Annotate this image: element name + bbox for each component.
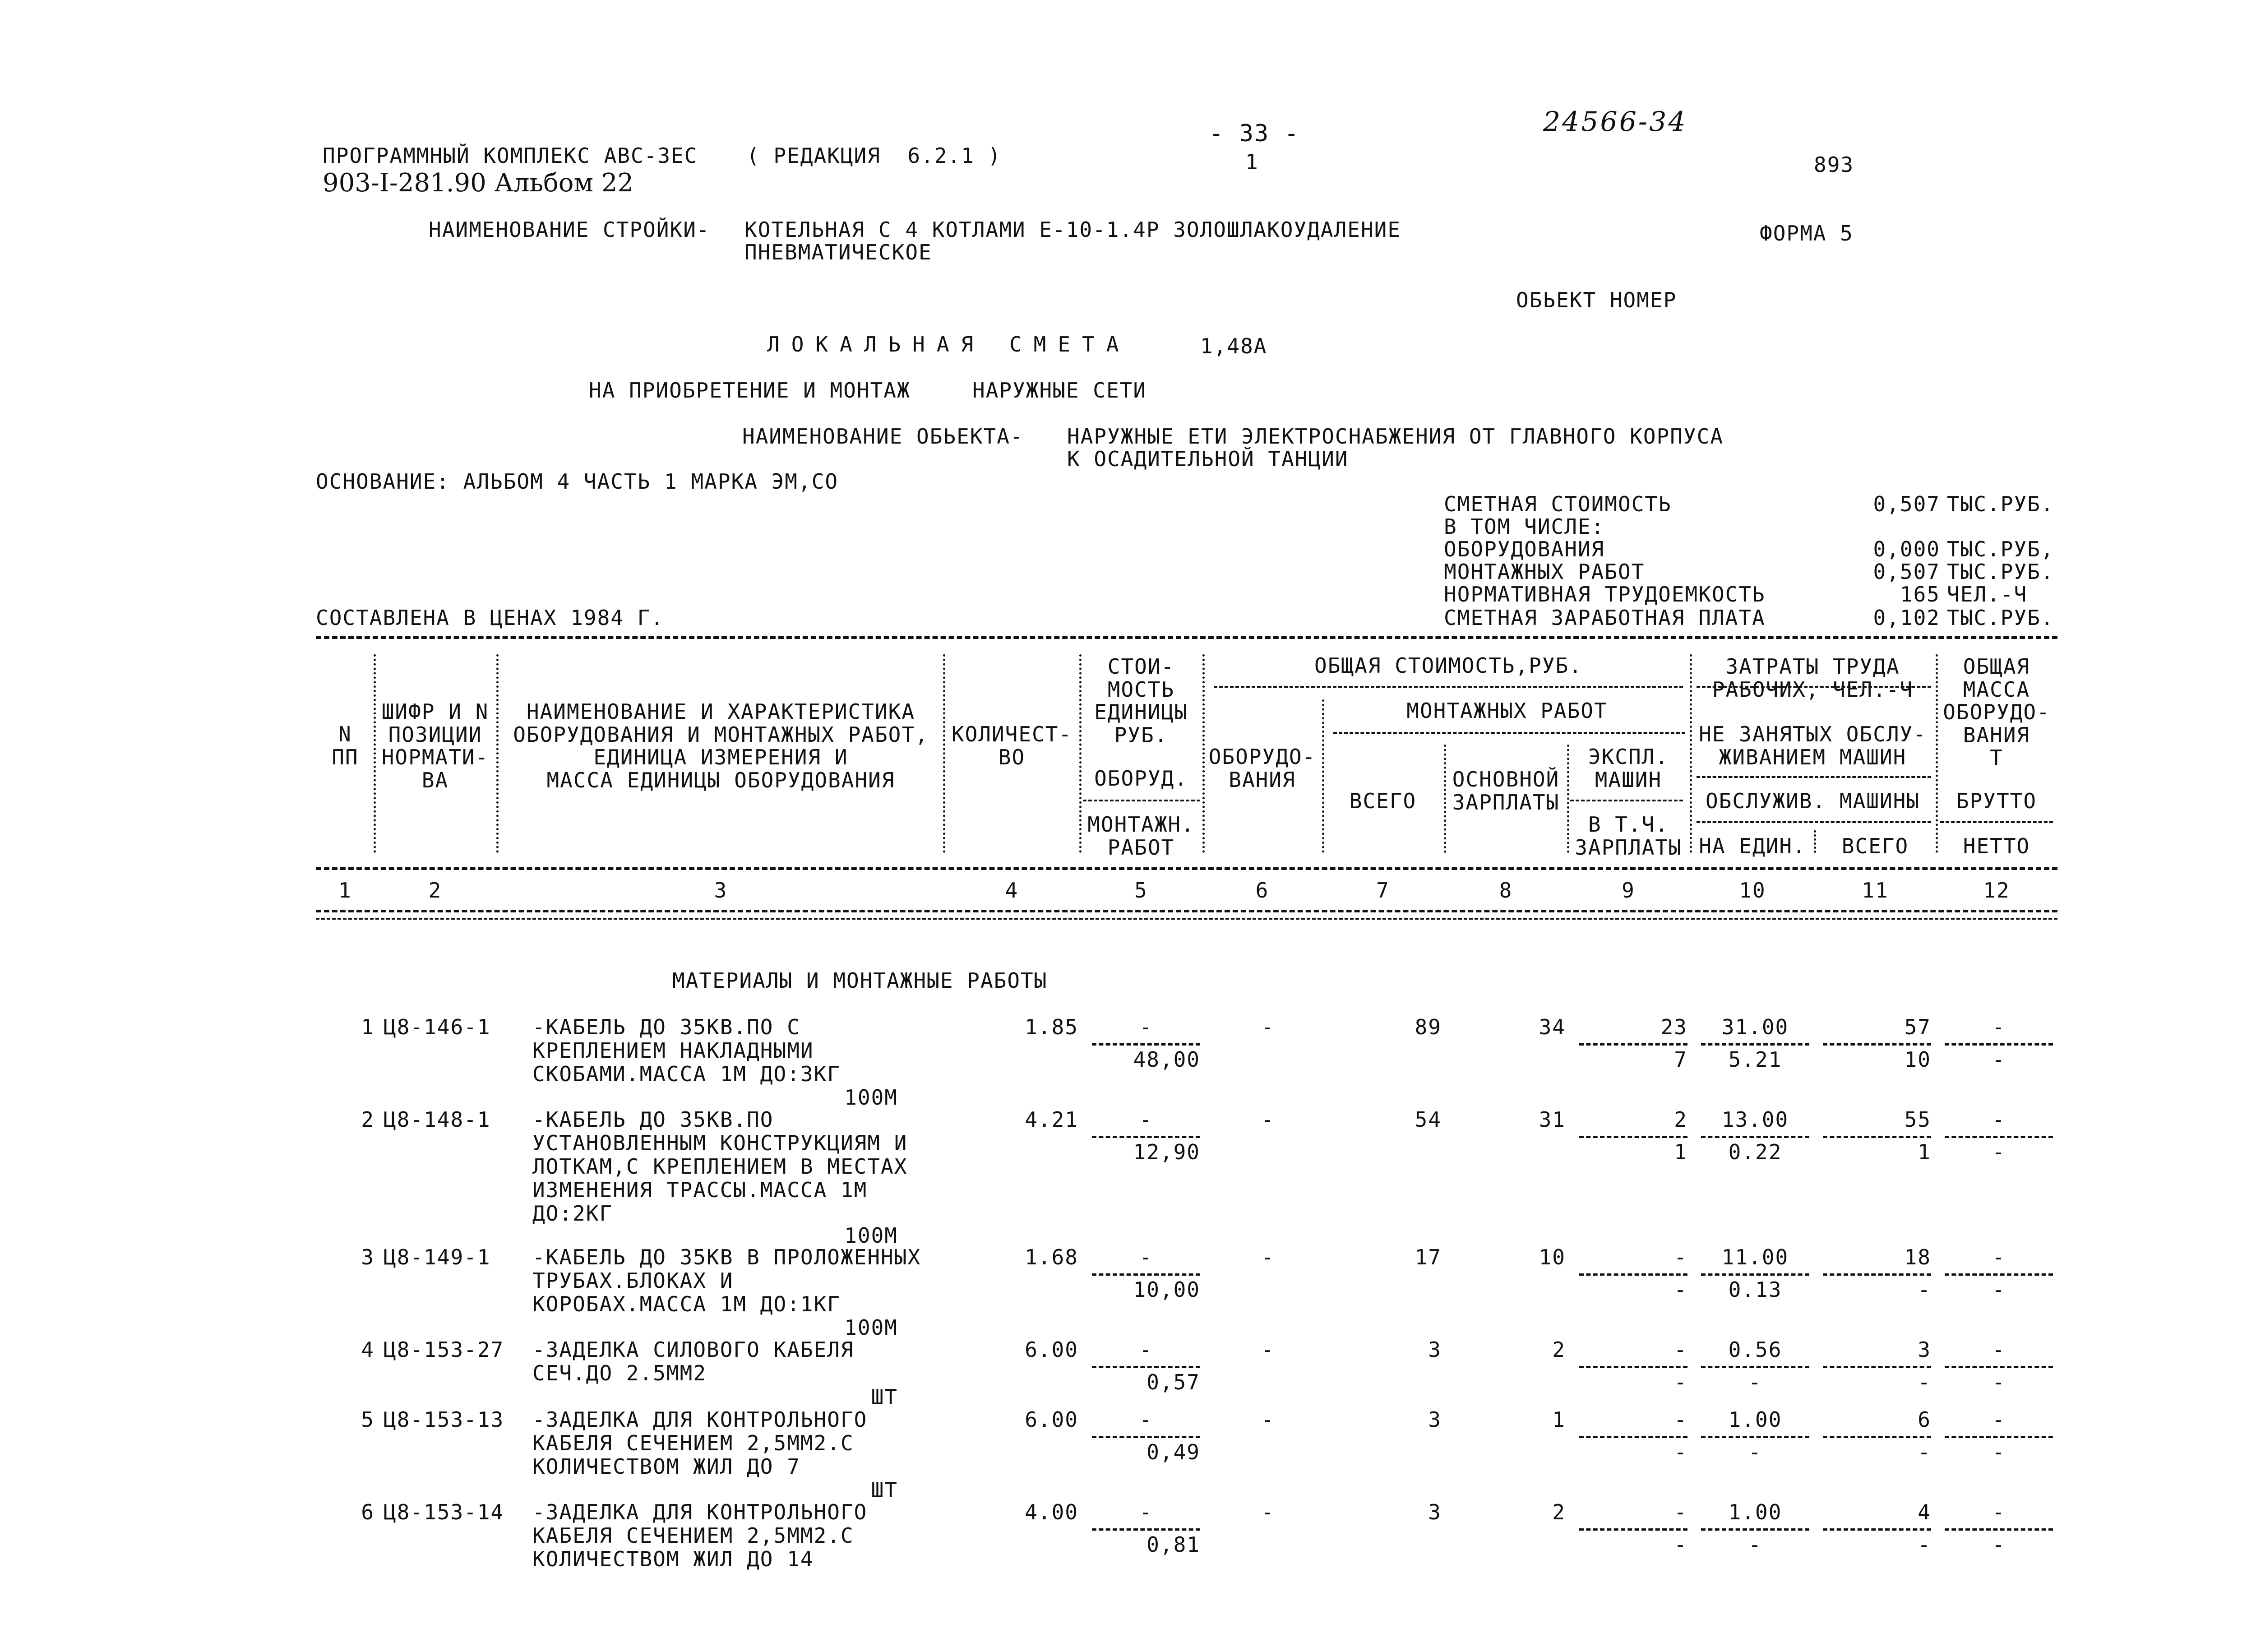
row-divider bbox=[1092, 1366, 1200, 1368]
row-serving-total: - bbox=[1918, 1440, 1931, 1464]
estimate-number: 1,48А bbox=[1200, 334, 1267, 358]
header-code: ШИФР И N ПОЗИЦИИ НОРМАТИ- ВА bbox=[381, 699, 489, 792]
row-equipment-unit-cost: - bbox=[1139, 1337, 1153, 1362]
rule bbox=[316, 918, 2057, 920]
row-equipment-unit-cost: - bbox=[1139, 1407, 1153, 1432]
row-serving-per-unit: 5.21 bbox=[1728, 1047, 1782, 1072]
row-mass-net: - bbox=[1992, 1440, 2006, 1464]
summary-value: 0,102 bbox=[1873, 606, 1940, 630]
summary-value: 0,000 bbox=[1873, 537, 1940, 561]
column-number: 3 bbox=[714, 878, 728, 902]
purpose-networks: НАРУЖНЫЕ СЕТИ bbox=[972, 378, 1147, 403]
row-serving-total: - bbox=[1918, 1370, 1931, 1394]
row-mass-net: - bbox=[1992, 1370, 2006, 1394]
row-divider bbox=[1823, 1366, 1931, 1368]
header-name: НАИМЕНОВАНИЕ И ХАРАКТЕРИСТИКА ОБОРУДОВАНИЯ И МОНТАЖНЫХ РАБОТ, ЕДИНИЦА ИЗМЕРЕНИЯ И МАССА ЕДИНИЦЫ ОБОРУДОВАНИЯ bbox=[513, 699, 929, 792]
row-base-salary: 1 bbox=[1552, 1407, 1566, 1432]
column-number: 8 bbox=[1499, 878, 1513, 902]
row-divider bbox=[1945, 1273, 2053, 1276]
summary-unit: ТЫС.РУБ. bbox=[1947, 560, 2054, 584]
row-labor-total: 3 bbox=[1918, 1337, 1931, 1362]
rule bbox=[1570, 800, 1683, 801]
purpose: НА ПРИОБРЕТЕНИЕ И МОНТАЖ bbox=[589, 378, 911, 403]
row-divider bbox=[1579, 1273, 1687, 1276]
document-title: ЛОКАЛЬНАЯ СМЕТА bbox=[767, 332, 1131, 356]
row-description: -ЗАДЕЛКА СИЛОВОГО КАБЕЛЯ СЕЧ.ДО 2.5ММ2 bbox=[532, 1337, 854, 1385]
row-divider bbox=[1823, 1136, 1931, 1138]
row-base-salary: 2 bbox=[1552, 1500, 1566, 1524]
row-description: -КАБЕЛЬ ДО 35КВ.ПО УСТАНОВЛЕННЫМ КОНСТРУКЦИЯМ И ЛОТКАМ,С КРЕПЛЕНИЕМ В МЕСТАХ ИЗМЕНЕНИЯ ТРАССЫ.МАССА 1М ДО:2КГ bbox=[532, 1107, 908, 1226]
row-machines-salary: - bbox=[1674, 1532, 1687, 1557]
header-mounting-works: МОНТАЖНЫХ РАБОТ bbox=[1406, 699, 1608, 723]
row-code: Ц8-148-1 bbox=[384, 1107, 491, 1132]
row-base-salary: 2 bbox=[1552, 1337, 1566, 1362]
row-total-cost: 3 bbox=[1428, 1337, 1442, 1362]
code-right: 893 bbox=[1814, 153, 1854, 177]
row-quantity: 4.00 bbox=[1025, 1500, 1078, 1524]
header-qty: КОЛИЧЕСТ- ВО bbox=[951, 722, 1073, 769]
row-mass-net: - bbox=[1992, 1532, 2006, 1557]
row-mass-gross: - bbox=[1992, 1337, 2006, 1362]
header-equipment: ОБОРУДО- ВАНИЯ bbox=[1208, 745, 1316, 792]
row-mass-gross: - bbox=[1992, 1107, 2006, 1132]
row-serving-per-unit: - bbox=[1748, 1370, 1762, 1394]
summary-label: СМЕТНАЯ СТОИМОСТЬ bbox=[1444, 492, 1672, 516]
row-labor-total: 57 bbox=[1904, 1015, 1931, 1039]
row-divider bbox=[1823, 1043, 1931, 1046]
row-total-cost: 17 bbox=[1415, 1245, 1442, 1269]
row-serving-per-unit: - bbox=[1748, 1532, 1762, 1557]
row-divider bbox=[1092, 1273, 1200, 1276]
row-labor-per-unit: 31.00 bbox=[1721, 1015, 1789, 1039]
row-unit: 100М bbox=[844, 1085, 898, 1110]
construction-line1: КОТЕЛЬНАЯ С 4 КОТЛАМИ Е-10-1.4Р ЗОЛОШЛАКОУДАЛЕНИЕ bbox=[744, 217, 1401, 242]
row-divider bbox=[1701, 1528, 1809, 1531]
rule bbox=[1697, 776, 1931, 778]
header-not-machines: НЕ ЗАНЯТЫХ ОБСЛУ- ЖИВАНИЕМ МАШИН bbox=[1699, 722, 1927, 769]
row-serving-total: - bbox=[1918, 1532, 1931, 1557]
row-number: 4 bbox=[361, 1337, 374, 1362]
row-mass-gross: - bbox=[1992, 1407, 2006, 1432]
summary-label: СМЕТНАЯ ЗАРАБОТНАЯ ПЛАТА bbox=[1444, 606, 1766, 630]
row-code: Ц8-153-27 bbox=[384, 1337, 504, 1362]
row-description: -ЗАДЕЛКА ДЛЯ КОНТРОЛЬНОГО КАБЕЛЯ СЕЧЕНИЕМ 2,5ММ2.С КОЛИЧЕСТВОМ ЖИЛ ДО 7 bbox=[532, 1407, 868, 1479]
row-equipment-unit-cost: - bbox=[1139, 1107, 1153, 1132]
row-equipment-unit-cost: - bbox=[1139, 1245, 1153, 1269]
row-base-salary: 34 bbox=[1539, 1015, 1566, 1039]
row-divider bbox=[1579, 1043, 1687, 1046]
rule bbox=[1083, 800, 1200, 801]
column-number: 2 bbox=[428, 878, 442, 902]
row-labor-total: 6 bbox=[1918, 1407, 1931, 1432]
row-unit: ШТ bbox=[871, 1385, 898, 1409]
row-machines-salary: 7 bbox=[1674, 1047, 1687, 1072]
summary-value: 0,507 bbox=[1873, 560, 1940, 584]
row-labor-per-unit: 1.00 bbox=[1728, 1407, 1782, 1432]
column-number: 4 bbox=[1005, 878, 1019, 902]
row-divider bbox=[1945, 1136, 2053, 1138]
header-machines: ЭКСПЛ. МАШИН bbox=[1588, 745, 1669, 792]
row-serving-per-unit: - bbox=[1748, 1440, 1762, 1464]
object-label: НАИМЕНОВАНИЕ ОБЬЕКТА- bbox=[742, 424, 1024, 449]
row-equipment-unit-cost: - bbox=[1139, 1500, 1153, 1524]
row-equipment-cost: - bbox=[1261, 1245, 1275, 1269]
column-number: 1 bbox=[338, 878, 352, 902]
row-labor-total: 18 bbox=[1904, 1245, 1931, 1269]
summary-label: МОНТАЖНЫХ РАБОТ bbox=[1444, 560, 1645, 584]
row-labor-per-unit: 0.56 bbox=[1728, 1337, 1782, 1362]
row-divider bbox=[1092, 1136, 1200, 1138]
row-quantity: 6.00 bbox=[1025, 1407, 1078, 1432]
header-serving: ОБСЛУЖИВ. МАШИНЫ bbox=[1705, 789, 1920, 813]
row-mass-net: - bbox=[1992, 1140, 2006, 1164]
row-base-salary: 31 bbox=[1539, 1107, 1566, 1132]
row-labor-per-unit: 1.00 bbox=[1728, 1500, 1782, 1524]
summary-label: В ТОМ ЧИСЛЕ: bbox=[1444, 514, 1605, 539]
header-unit-mounting: МОНТАЖН. РАБОТ bbox=[1087, 812, 1195, 860]
rule bbox=[316, 867, 2057, 870]
row-divider bbox=[1701, 1136, 1809, 1138]
section-title: МАТЕРИАЛЫ И МОНТАЖНЫЕ РАБОТЫ bbox=[672, 968, 1048, 993]
column-separator bbox=[1322, 699, 1324, 853]
row-machines-salary: - bbox=[1674, 1370, 1687, 1394]
object-line1: НАРУЖНЫЕ ЕТИ ЭЛЕКТРОСНАБЖЕНИЯ ОТ ГЛАВНОГО КОРПУСА bbox=[1067, 424, 1724, 449]
row-divider bbox=[1945, 1366, 2053, 1368]
row-divider bbox=[1579, 1366, 1687, 1368]
summary-label: НОРМАТИВНАЯ ТРУДОЕМКОСТЬ bbox=[1444, 582, 1766, 606]
row-description: -КАБЕЛЬ ДО 35КВ В ПРОЛОЖЕННЫХ ТРУБАХ.БЛОКАХ И КОРОБАХ.МАССА 1М ДО:1КГ bbox=[532, 1245, 921, 1316]
object-line2: К ОСАДИТЕЛЬНОЙ ТАНЦИИ bbox=[1067, 447, 1349, 471]
row-number: 5 bbox=[361, 1407, 374, 1432]
row-mass-gross: - bbox=[1992, 1245, 2006, 1269]
header-unit-cost: СТОИ- МОСТЬ ЕДИНИЦЫ РУБ. bbox=[1094, 654, 1188, 747]
row-equipment-cost: - bbox=[1261, 1107, 1275, 1132]
row-equipment-cost: - bbox=[1261, 1500, 1275, 1524]
header-labor: ЗАТРАТЫ ТРУДА РАБОЧИХ, ЧЕЛ.-Ч bbox=[1712, 654, 1914, 702]
row-machines-salary: 1 bbox=[1674, 1140, 1687, 1164]
row-number: 2 bbox=[361, 1107, 374, 1132]
row-mass-gross: - bbox=[1992, 1500, 2006, 1524]
row-machines-cost: 23 bbox=[1660, 1015, 1687, 1039]
row-mounting-unit-cost: 0,49 bbox=[1146, 1440, 1200, 1464]
row-divider bbox=[1092, 1528, 1200, 1531]
row-divider bbox=[1092, 1043, 1200, 1046]
column-number: 5 bbox=[1134, 878, 1148, 902]
row-total-cost: 3 bbox=[1428, 1500, 1442, 1524]
row-machines-cost: - bbox=[1674, 1337, 1687, 1362]
summary-unit: ТЫС.РУБ, bbox=[1947, 537, 2054, 561]
row-total-cost: 89 bbox=[1415, 1015, 1442, 1039]
basis: ОСНОВАНИЕ: АЛЬБОМ 4 ЧАСТЬ 1 МАРКА ЭМ,СО bbox=[316, 469, 839, 494]
row-divider bbox=[1579, 1136, 1687, 1138]
row-mass-net: - bbox=[1992, 1277, 2006, 1302]
row-code: Ц8-153-13 bbox=[384, 1407, 504, 1432]
row-description: -ЗАДЕЛКА ДЛЯ КОНТРОЛЬНОГО КАБЕЛЯ СЕЧЕНИЕМ 2,5ММ2.С КОЛИЧЕСТВОМ ЖИЛ ДО 14 bbox=[532, 1500, 868, 1571]
column-number: 6 bbox=[1255, 878, 1269, 902]
row-divider bbox=[1823, 1273, 1931, 1276]
row-divider bbox=[1823, 1528, 1931, 1531]
header-n: N ПП bbox=[332, 722, 359, 769]
header-total-cost: ОБЩАЯ СТОИМОСТЬ,РУБ. bbox=[1314, 653, 1582, 678]
row-mounting-unit-cost: 48,00 bbox=[1133, 1047, 1200, 1072]
column-separator bbox=[1079, 654, 1082, 853]
summary-unit: ЧЕЛ.-Ч bbox=[1947, 582, 2028, 606]
column-number: 12 bbox=[1983, 878, 2010, 902]
rule bbox=[316, 636, 2057, 639]
handwritten-number: 24566-34 bbox=[1543, 106, 1687, 138]
header-all: ВСЕГО bbox=[1349, 789, 1417, 813]
row-unit: 100М bbox=[844, 1223, 898, 1248]
row-mass-gross: - bbox=[1992, 1015, 2006, 1039]
row-serving-total: 1 bbox=[1918, 1140, 1931, 1164]
rule bbox=[1940, 821, 2053, 823]
row-divider bbox=[1092, 1436, 1200, 1438]
construction-line2: ПНЕВМАТИЧЕСКОЕ bbox=[744, 240, 932, 264]
page-small: 1 bbox=[1245, 150, 1259, 174]
row-total-cost: 3 bbox=[1428, 1407, 1442, 1432]
object-number: ОБЬЕКТ НОМЕР bbox=[1516, 288, 1677, 312]
rule bbox=[316, 910, 2057, 912]
header-net: НЕТТО bbox=[1963, 834, 2030, 858]
row-machines-cost: - bbox=[1674, 1500, 1687, 1524]
header-labor-total: ВСЕГО bbox=[1841, 834, 1909, 858]
row-machines-salary: - bbox=[1674, 1277, 1687, 1302]
redaction: ( РЕДАКЦИЯ 6.2.1 ) bbox=[747, 143, 1002, 168]
row-unit: ШТ bbox=[871, 1478, 898, 1502]
row-machines-cost: - bbox=[1674, 1407, 1687, 1432]
construction-label: НАИМЕНОВАНИЕ СТРОЙКИ- bbox=[429, 217, 710, 242]
header-gross: БРУТТО bbox=[1956, 789, 2037, 813]
summary-value: 0,507 bbox=[1873, 492, 1940, 516]
column-number: 10 bbox=[1739, 878, 1766, 902]
rule bbox=[1697, 821, 1931, 823]
row-quantity: 1.68 bbox=[1025, 1245, 1078, 1269]
row-divider bbox=[1945, 1043, 2053, 1046]
row-divider bbox=[1701, 1043, 1809, 1046]
summary-unit: ТЫС.РУБ. bbox=[1947, 492, 2054, 516]
rule bbox=[1333, 732, 1685, 734]
row-quantity: 6.00 bbox=[1025, 1337, 1078, 1362]
row-divider bbox=[1701, 1436, 1809, 1438]
row-divider bbox=[1579, 1436, 1687, 1438]
row-serving-total: - bbox=[1918, 1277, 1931, 1302]
column-number: 7 bbox=[1376, 878, 1390, 902]
column-number: 11 bbox=[1862, 878, 1889, 902]
row-base-salary: 10 bbox=[1539, 1245, 1566, 1269]
row-number: 6 bbox=[361, 1500, 374, 1524]
row-code: Ц8-149-1 bbox=[384, 1245, 491, 1269]
row-divider bbox=[1945, 1436, 2053, 1438]
row-serving-per-unit: 0.13 bbox=[1728, 1277, 1782, 1302]
row-divider bbox=[1701, 1366, 1809, 1368]
price-base: СОСТАВЛЕНА В ЦЕНАХ 1984 Г. bbox=[316, 606, 665, 630]
row-machines-cost: - bbox=[1674, 1245, 1687, 1269]
header-unit-equipment: ОБОРУД. bbox=[1094, 766, 1188, 791]
row-equipment-unit-cost: - bbox=[1139, 1015, 1153, 1039]
summary-unit: ТЫС.РУБ. bbox=[1947, 606, 2054, 630]
row-divider bbox=[1823, 1436, 1931, 1438]
row-code: Ц8-146-1 bbox=[384, 1015, 491, 1039]
rule bbox=[1214, 686, 1683, 688]
album-code: 903-I-281.90 Альбом 22 bbox=[323, 168, 634, 198]
program-name: ПРОГРАММНЫЙ КОМПЛЕКС АВС-3ЕС bbox=[323, 143, 698, 168]
row-quantity: 1.85 bbox=[1025, 1015, 1078, 1039]
summary-label: ОБОРУДОВАНИЯ bbox=[1444, 537, 1605, 561]
row-divider bbox=[1701, 1273, 1809, 1276]
row-mounting-unit-cost: 12,90 bbox=[1133, 1140, 1200, 1164]
summary-value: 165 bbox=[1900, 582, 1940, 606]
form-label: ФОРМА 5 bbox=[1760, 221, 1854, 245]
row-labor-total: 55 bbox=[1904, 1107, 1931, 1132]
page-number: - 33 - bbox=[1209, 120, 1299, 147]
row-unit: 100М bbox=[844, 1315, 898, 1340]
row-divider bbox=[1945, 1528, 2053, 1531]
row-equipment-cost: - bbox=[1261, 1337, 1275, 1362]
header-incl-salary: В Т.Ч. ЗАРПЛАТЫ bbox=[1575, 812, 1682, 860]
row-labor-per-unit: 11.00 bbox=[1721, 1245, 1789, 1269]
row-description: -КАБЕЛЬ ДО 35КВ.ПО С КРЕПЛЕНИЕМ НАКЛАДНЫМИ СКОБАМИ.МАССА 1М ДО:3КГ bbox=[532, 1015, 841, 1086]
row-mounting-unit-cost: 0,81 bbox=[1146, 1532, 1200, 1557]
row-code: Ц8-153-14 bbox=[384, 1500, 504, 1524]
row-labor-total: 4 bbox=[1918, 1500, 1931, 1524]
row-mounting-unit-cost: 10,00 bbox=[1133, 1277, 1200, 1302]
column-number: 9 bbox=[1622, 878, 1635, 902]
row-equipment-cost: - bbox=[1261, 1407, 1275, 1432]
header-base-salary: ОСНОВНОЙ ЗАРПЛАТЫ bbox=[1452, 767, 1560, 814]
row-machines-salary: - bbox=[1674, 1440, 1687, 1464]
row-total-cost: 54 bbox=[1415, 1107, 1442, 1132]
row-machines-cost: 2 bbox=[1674, 1107, 1687, 1132]
row-divider bbox=[1579, 1528, 1687, 1531]
row-labor-per-unit: 13.00 bbox=[1721, 1107, 1789, 1132]
row-mounting-unit-cost: 0,57 bbox=[1146, 1370, 1200, 1394]
row-quantity: 4.21 bbox=[1025, 1107, 1078, 1132]
row-mass-net: - bbox=[1992, 1047, 2006, 1072]
header-mass: ОБЩАЯ МАССА ОБОРУДО- ВАНИЯ Т bbox=[1943, 654, 2050, 770]
row-number: 1 bbox=[361, 1015, 374, 1039]
row-number: 3 bbox=[361, 1245, 374, 1269]
row-equipment-cost: - bbox=[1261, 1015, 1275, 1039]
row-serving-per-unit: 0.22 bbox=[1728, 1140, 1782, 1164]
row-serving-total: 10 bbox=[1904, 1047, 1931, 1072]
header-per-unit: НА ЕДИН. bbox=[1699, 834, 1806, 858]
